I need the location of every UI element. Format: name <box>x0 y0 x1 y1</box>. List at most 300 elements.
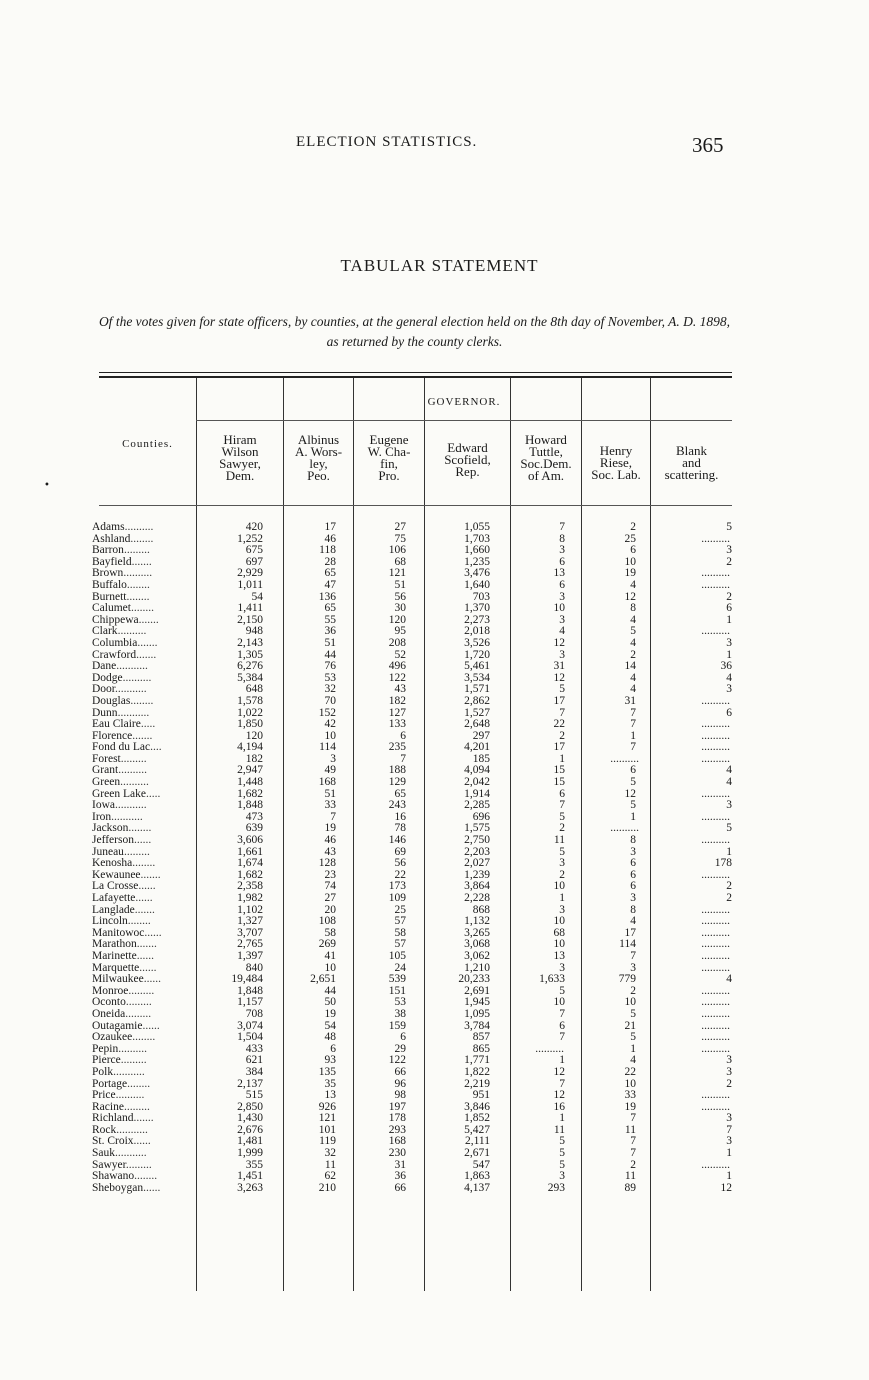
vote-cell: 16 <box>394 810 406 823</box>
vote-cell: 19,484 <box>231 973 263 986</box>
county-name: Ashland........ <box>92 532 154 545</box>
vote-cell: 230 <box>388 1147 406 1160</box>
county-name: La Crosse...... <box>92 880 156 893</box>
vote-cell: 1,481 <box>237 1135 263 1148</box>
leader-dots: ...... <box>143 1181 161 1194</box>
vote-cell: 46 <box>324 834 336 847</box>
county-name: Marquette...... <box>92 961 157 974</box>
vote-cell: 36 <box>720 660 732 673</box>
vote-cell: 7 <box>630 1135 636 1148</box>
vote-cell: 6 <box>559 578 565 591</box>
leader-dots: ......... <box>120 752 147 765</box>
empty-cell-dots: .......... <box>701 810 730 823</box>
vote-cell: 10 <box>624 1077 636 1090</box>
vote-cell: 2,137 <box>237 1077 263 1090</box>
governor-group-rule <box>196 420 732 421</box>
vote-cell: 1,411 <box>237 602 263 615</box>
table-row <box>0 719 869 731</box>
vote-cell: 2,676 <box>237 1123 263 1136</box>
table-row <box>0 1183 869 1195</box>
vote-cell: 3,476 <box>464 567 490 580</box>
vote-cell: 178 <box>714 857 732 870</box>
empty-cell-dots: .......... <box>701 961 730 974</box>
vote-cell: 1,451 <box>237 1170 263 1183</box>
vote-cell: 27 <box>324 892 336 904</box>
vote-cell: 120 <box>245 729 263 742</box>
governor-group-label: GOVERNOR. <box>427 396 501 408</box>
vote-cell: 7 <box>726 1123 732 1136</box>
vote-cell: 4,094 <box>464 764 490 777</box>
vote-cell: 1 <box>726 648 732 661</box>
county-name: Brown.......... <box>92 567 153 580</box>
leader-dots: .......... <box>122 671 152 684</box>
leader-dots: ........ <box>127 915 151 928</box>
empty-cell-dots: .......... <box>610 822 639 835</box>
empty-cell-dots: .......... <box>701 1031 730 1044</box>
vote-cell: 136 <box>318 590 336 603</box>
vote-cell: 41 <box>324 949 336 962</box>
empty-cell-dots: .......... <box>701 834 730 847</box>
empty-cell-dots: .......... <box>701 926 730 939</box>
leader-dots: ........... <box>115 799 147 812</box>
vote-cell: 51 <box>324 636 336 649</box>
leader-dots: .... <box>150 741 162 754</box>
vote-cell: 948 <box>245 625 263 638</box>
county-name: St. Croix...... <box>92 1135 151 1148</box>
vote-cell: 3,846 <box>464 1100 490 1113</box>
vote-cell: 269 <box>318 938 336 951</box>
vote-cell: 168 <box>388 1135 406 1148</box>
vote-cell: 44 <box>324 984 336 997</box>
leader-dots: .......... <box>117 625 147 638</box>
vote-cell: 5 <box>630 799 636 812</box>
vote-cell: 1 <box>559 752 565 765</box>
vote-cell: 4 <box>630 613 636 626</box>
vote-cell: 5 <box>559 1135 565 1148</box>
county-name: Sawyer......... <box>92 1158 152 1171</box>
vote-cell: 1,578 <box>237 694 263 707</box>
vote-cell: 8 <box>630 903 636 916</box>
vote-cell: 29 <box>394 1042 406 1055</box>
leader-dots: ........ <box>132 1031 156 1044</box>
leader-dots: ....... <box>136 648 157 661</box>
vote-cell: 1,633 <box>539 973 565 986</box>
vote-cell: 2,651 <box>310 973 336 986</box>
vote-cell: 53 <box>324 671 336 684</box>
empty-cell-dots: .......... <box>701 915 730 928</box>
vote-cell: 4 <box>726 671 732 684</box>
leader-dots: ........ <box>134 1170 158 1183</box>
vote-cell: 70 <box>324 694 336 707</box>
leader-dots: .......... <box>124 521 154 533</box>
vote-cell: 1,235 <box>464 555 490 568</box>
vote-cell: 243 <box>388 799 406 812</box>
leader-dots: ....... <box>137 636 158 649</box>
leader-dots: ......... <box>125 996 152 1009</box>
vote-cell: 13 <box>324 1089 336 1102</box>
vote-cell: 3,526 <box>464 636 490 649</box>
leader-dots: ....... <box>136 938 157 951</box>
vote-cell: 168 <box>318 776 336 789</box>
vote-cell: 2 <box>559 822 565 835</box>
leader-dots: ....... <box>131 555 152 568</box>
vote-cell: 5 <box>630 1007 636 1020</box>
vote-cell: 1,863 <box>464 1170 490 1183</box>
leader-dots: ...... <box>142 1019 160 1032</box>
vote-cell: 1,504 <box>237 1031 263 1044</box>
empty-cell-dots: .......... <box>701 718 730 731</box>
vote-cell: 697 <box>245 555 263 568</box>
vote-cell: 433 <box>245 1042 263 1055</box>
vote-cell: 52 <box>394 648 406 661</box>
leader-dots: ........... <box>113 1065 145 1078</box>
vote-cell: 121 <box>388 567 406 580</box>
vote-cell: 3 <box>726 1054 732 1067</box>
vote-cell: 1,575 <box>464 822 490 835</box>
vote-cell: 7 <box>330 810 336 823</box>
leader-dots: .......... <box>120 776 149 789</box>
vote-cell: 708 <box>245 1007 263 1020</box>
leader-dots: ........ <box>130 602 154 615</box>
vote-cell: 1,055 <box>464 521 490 533</box>
county-name: Clark.......... <box>92 625 147 638</box>
page-title: TABULAR STATEMENT <box>340 256 539 275</box>
vote-cell: 43 <box>394 683 406 696</box>
vote-cell: 10 <box>624 555 636 568</box>
vote-cell: 7 <box>630 718 636 731</box>
vote-cell: 2,648 <box>464 718 490 731</box>
vote-cell: 43 <box>324 845 336 858</box>
vote-cell: 210 <box>318 1181 336 1194</box>
leader-dots: ........... <box>115 1147 147 1160</box>
vote-cell: 105 <box>388 949 406 962</box>
vote-cell: 10 <box>624 996 636 1009</box>
leader-dots: ......... <box>120 1054 147 1067</box>
vote-cell: 12 <box>553 636 565 649</box>
vote-cell: 1,448 <box>237 776 263 789</box>
county-name: Monroe......... <box>92 984 155 997</box>
vote-cell: 152 <box>318 706 336 719</box>
vote-cell: 293 <box>388 1123 406 1136</box>
vote-cell: 1,095 <box>464 1007 490 1020</box>
vote-cell: 2 <box>630 984 636 997</box>
vote-cell: 2,765 <box>237 938 263 951</box>
vote-cell: 121 <box>318 1112 336 1125</box>
vote-cell: 1,682 <box>237 787 263 800</box>
vote-cell: 1,848 <box>237 984 263 997</box>
vote-cell: 1,157 <box>237 996 263 1009</box>
empty-cell-dots: .......... <box>701 903 730 916</box>
vote-cell: 6,276 <box>237 660 263 673</box>
vote-cell: 25 <box>394 903 406 916</box>
vote-cell: 10 <box>553 880 565 893</box>
leader-dots: ........... <box>116 1123 148 1136</box>
vote-cell: 57 <box>394 915 406 928</box>
county-name: Pierce......... <box>92 1054 147 1067</box>
leader-dots: ........ <box>128 822 152 835</box>
vote-cell: 3 <box>559 648 565 661</box>
vote-cell: 114 <box>319 741 336 754</box>
vote-cell: 1,822 <box>464 1065 490 1078</box>
vote-cell: 2 <box>726 555 732 568</box>
vote-cell: 53 <box>394 996 406 1009</box>
vote-cell: 15 <box>553 764 565 777</box>
leader-dots: .......... <box>118 764 147 777</box>
county-name: Burnett........ <box>92 590 150 603</box>
county-name: Oneida......... <box>92 1007 152 1020</box>
vote-cell: 101 <box>318 1123 336 1136</box>
vote-cell: 2,947 <box>237 764 263 777</box>
vote-cell: 15 <box>553 776 565 789</box>
vote-cell: 133 <box>388 718 406 731</box>
vote-cell: 185 <box>472 752 490 765</box>
vote-cell: 3,534 <box>464 671 490 684</box>
vote-cell: 5 <box>559 683 565 696</box>
vote-cell: 58 <box>394 926 406 939</box>
vote-cell: 48 <box>324 1031 336 1044</box>
county-name: Outagamie...... <box>92 1019 160 1032</box>
vote-cell: 19 <box>324 822 336 835</box>
vote-cell: 66 <box>394 1181 406 1194</box>
county-name: Polk........... <box>92 1065 145 1078</box>
empty-cell-dots: .......... <box>701 1042 730 1055</box>
county-name: Chippewa....... <box>92 613 159 626</box>
leader-dots: ......... <box>125 1007 152 1020</box>
county-name: Buffalo........ <box>92 578 150 591</box>
vote-cell: 6 <box>400 1031 406 1044</box>
vote-cell: 4 <box>726 776 732 789</box>
vote-cell: 1,430 <box>237 1112 263 1125</box>
vote-cell: 6 <box>630 868 636 881</box>
vote-cell: 173 <box>388 880 406 893</box>
vote-cell: 4 <box>726 764 732 777</box>
vote-cell: 1,914 <box>464 787 490 800</box>
leader-dots: ...... <box>144 926 162 939</box>
vote-cell: 128 <box>318 857 336 870</box>
vote-cell: 42 <box>324 718 336 731</box>
vote-cell: 129 <box>388 776 406 789</box>
county-name: Florence....... <box>92 729 153 742</box>
running-head <box>0 133 869 157</box>
column-header-scofield: Edward Scofield, Rep. <box>444 440 491 479</box>
vote-cell: 639 <box>245 822 263 835</box>
vote-cell: 51 <box>324 787 336 800</box>
vote-cell: 1,305 <box>237 648 263 661</box>
leader-dots: ......... <box>125 1158 152 1171</box>
county-name: Barron......... <box>92 544 150 557</box>
empty-cell-dots: .......... <box>701 1007 730 1020</box>
vote-cell: 11 <box>553 834 565 847</box>
vote-cell: 10 <box>324 961 336 974</box>
vote-cell: 4 <box>630 671 636 684</box>
vote-cell: 5 <box>726 521 732 533</box>
county-name: Jefferson...... <box>92 834 152 847</box>
vote-cell: 6 <box>559 787 565 800</box>
county-name: Grant.......... <box>92 764 147 777</box>
county-name: Green Lake..... <box>92 787 161 800</box>
vote-cell: 5 <box>630 1031 636 1044</box>
vote-cell: 21 <box>624 1019 636 1032</box>
vote-cell: 32 <box>324 1147 336 1160</box>
empty-cell-dots: .......... <box>701 532 730 545</box>
column-header-riese: Henry Riese, Soc. Lab. <box>591 443 641 482</box>
vote-cell: 4,201 <box>464 741 490 754</box>
vote-cell: 1,852 <box>464 1112 490 1125</box>
vote-cell: 118 <box>319 544 336 557</box>
leader-dots: .......... <box>123 567 153 580</box>
empty-cell-dots: .......... <box>610 752 639 765</box>
vote-cell: 2,042 <box>464 776 490 789</box>
vote-cell: 1 <box>726 845 732 858</box>
vote-cell: 539 <box>388 973 406 986</box>
vote-cell: 496 <box>388 660 406 673</box>
vote-cell: 235 <box>388 741 406 754</box>
vote-cell: 57 <box>394 938 406 951</box>
leader-dots: ........... <box>117 706 150 719</box>
vote-cell: 1 <box>559 1112 565 1125</box>
empty-cell-dots: .......... <box>701 1158 730 1171</box>
vote-cell: 1,674 <box>237 857 263 870</box>
county-name: Door........... <box>92 683 147 696</box>
vote-cell: 696 <box>472 810 490 823</box>
vote-cell: 4 <box>630 636 636 649</box>
county-name: Pepin.......... <box>92 1042 147 1055</box>
vote-cell: 1,720 <box>464 648 490 661</box>
vote-cell: 4 <box>630 683 636 696</box>
empty-cell-dots: .......... <box>701 752 730 765</box>
county-name: Douglas........ <box>92 694 154 707</box>
empty-cell-dots: .......... <box>701 1019 730 1032</box>
vote-cell: 297 <box>472 729 490 742</box>
vote-cell: 78 <box>394 822 406 835</box>
county-name: Fond du Lac.... <box>92 741 162 754</box>
vote-cell: 621 <box>245 1054 263 1067</box>
column-header-blank: Blank and scattering. <box>664 443 719 482</box>
vote-cell: 188 <box>388 764 406 777</box>
vote-cell: 2 <box>559 729 565 742</box>
vote-cell: 6 <box>559 1019 565 1032</box>
vote-cell: 76 <box>324 660 336 673</box>
vote-cell: 7 <box>559 1007 565 1020</box>
vote-cell: 5 <box>630 776 636 789</box>
vote-cell: 840 <box>245 961 263 974</box>
vote-cell: 1,661 <box>237 845 263 858</box>
vote-cell: 4 <box>630 1054 636 1067</box>
vote-cell: 3 <box>559 857 565 870</box>
vote-cell: 7 <box>559 1077 565 1090</box>
vote-cell: 648 <box>245 683 263 696</box>
vote-cell: 8 <box>559 532 565 545</box>
vote-cell: 89 <box>624 1181 636 1194</box>
vote-cell: 926 <box>318 1100 336 1113</box>
page-subtitle: Of the votes given for state officers, by counties, at the general election held on the 8th day of November, A. D. 1898, as returned by the county clerks. <box>98 314 731 349</box>
vote-cell: 2,929 <box>237 567 263 580</box>
running-title: ELECTION STATISTICS. <box>296 134 478 150</box>
county-rows <box>0 522 869 1194</box>
vote-cell: 151 <box>388 984 406 997</box>
vote-cell: 95 <box>394 625 406 638</box>
vote-cell: 19 <box>624 567 636 580</box>
vote-cell: 2,285 <box>464 799 490 812</box>
vote-cell: 2,027 <box>464 857 490 870</box>
vote-cell: 1 <box>630 1042 636 1055</box>
vote-cell: 96 <box>394 1077 406 1090</box>
vote-cell: 10 <box>553 938 565 951</box>
county-name: Juneau......... <box>92 845 150 858</box>
vote-cell: 2,150 <box>237 613 263 626</box>
vote-cell: 51 <box>394 578 406 591</box>
vote-cell: 2,691 <box>464 984 490 997</box>
vote-cell: 5 <box>630 625 636 638</box>
top-rule <box>99 372 732 373</box>
empty-cell-dots: .......... <box>701 787 730 800</box>
vote-cell: 27 <box>394 521 406 533</box>
vote-cell: 2 <box>726 1077 732 1090</box>
table-row <box>0 638 869 650</box>
leader-dots: ........ <box>130 694 154 707</box>
leader-dots: ......... <box>123 544 150 557</box>
vote-cell: 1 <box>726 1170 732 1183</box>
vote-cell: 1,239 <box>464 868 490 881</box>
vote-cell: 12 <box>624 590 636 603</box>
vote-cell: 3 <box>726 799 732 812</box>
vote-cell: 23 <box>324 868 336 881</box>
vote-cell: 355 <box>245 1158 263 1171</box>
vote-cell: 1,999 <box>237 1147 263 1160</box>
vote-cell: 1,571 <box>464 683 490 696</box>
vote-cell: 28 <box>324 555 336 568</box>
vote-cell: 5 <box>559 810 565 823</box>
vote-cell: 3,068 <box>464 938 490 951</box>
vote-cell: 857 <box>472 1031 490 1044</box>
vote-cell: 3 <box>726 544 732 557</box>
vote-cell: 122 <box>388 671 406 684</box>
county-name: Milwaukee...... <box>92 973 161 986</box>
vote-cell: 547 <box>472 1158 490 1171</box>
vote-cell: 1,397 <box>237 949 263 962</box>
vote-cell: 4 <box>630 578 636 591</box>
vote-cell: 1,771 <box>464 1054 490 1067</box>
vote-cell: 58 <box>324 926 336 939</box>
vote-cell: 22 <box>553 718 565 731</box>
vote-cell: 7 <box>630 706 636 719</box>
leader-dots: ......... <box>128 984 155 997</box>
leader-dots: ....... <box>132 729 153 742</box>
county-name: Eau Claire..... <box>92 718 156 731</box>
vote-cell: 20 <box>324 903 336 916</box>
vote-cell: 6 <box>630 880 636 893</box>
vote-cell: 1,703 <box>464 532 490 545</box>
vote-cell: 1,132 <box>464 915 490 928</box>
vote-cell: 19 <box>624 1100 636 1113</box>
vote-cell: 6 <box>726 706 732 719</box>
vote-cell: 1,327 <box>237 915 263 928</box>
vote-cell: 109 <box>388 892 406 904</box>
vote-cell: 62 <box>324 1170 336 1183</box>
county-name: Richland....... <box>92 1112 154 1125</box>
vote-cell: 31 <box>394 1158 406 1171</box>
table-row <box>0 603 869 615</box>
empty-cell-dots: .......... <box>701 741 730 754</box>
vote-cell: 22 <box>394 868 406 881</box>
vote-cell: 6 <box>630 857 636 870</box>
vote-cell: 779 <box>618 973 636 986</box>
column-header-sawyer: Hiram Wilson Sawyer, Dem. <box>219 432 261 483</box>
county-name: Columbia....... <box>92 636 158 649</box>
vote-cell: 1 <box>630 810 636 823</box>
vote-cell: 1,982 <box>237 892 263 904</box>
vote-cell: 1,011 <box>237 578 263 591</box>
